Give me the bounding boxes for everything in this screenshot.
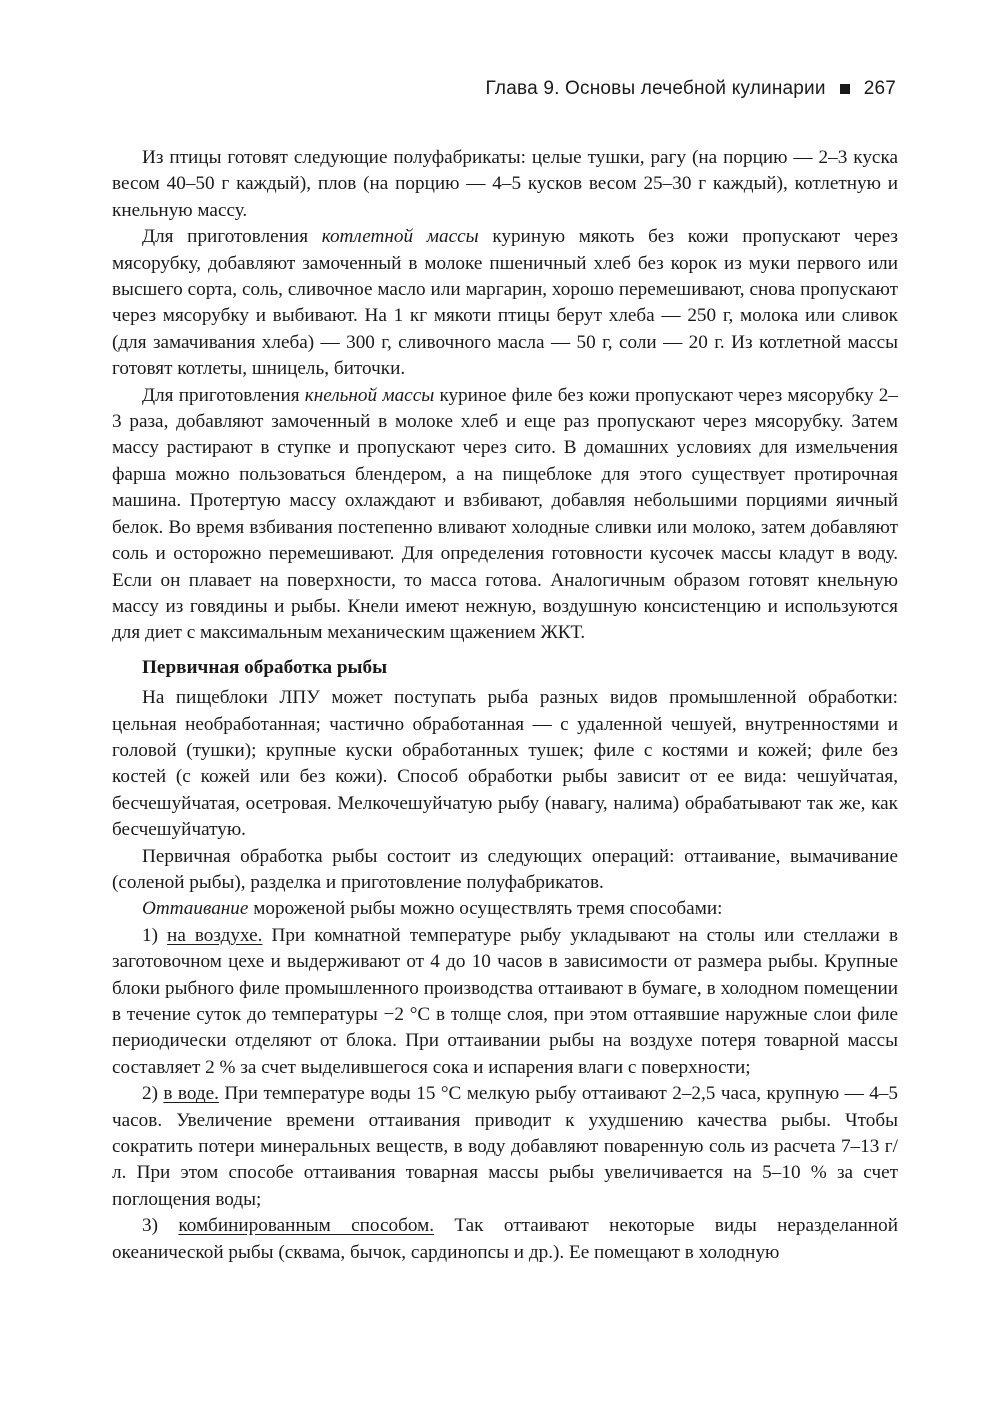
- list-item-thawing-combined: [112, 1213, 898, 1266]
- text-run: куриное филе без кожи пропускают через мясорубку 2–3 раза, добавляют замоченный в молоке хлеб и еще раз пропускают через мясорубку. Затем массу растирают в ступке и пропускают через сито. В домашних условиях для измельчения фарша можно пользоваться блендером, а на пищеблоке для этого существует протирочная машина. Протертую массу охлаждают и взбивают, добавляя небольшими порциями яичный белок. Во время взбивания постепенно вливают холодные сливки или молоко, затем добавляют соль и осторожно перемешивают. Для определения готовности кусочек массы кладут в воду. Если он плавает на поверхности, то масса готова. Аналогичным образом готовят кнельную массу из говядины и рыбы. Кнели имеют нежную, воздушную консистенцию и используются для диет с максимальным механическим щажением ЖКТ.: [112, 384, 898, 644]
- list-number: 3): [142, 1215, 179, 1237]
- paragraph-fish-processing-types: На пищеблоки ЛПУ может поступать рыба разных видов промышленной обработки: цельная необработанная; частично обработанная — с удаленной чешуей, внутренностями и головой (тушки); крупные куски обработанных тушек; филе с костями и кожей; филе без костей (с кожей или без кожи). Способ обработки рыбы зависит от ее вида: чешуйчатая, бесчешуйчатая, осетровая. Мелкочешуйчатую рыбу (навагу, налима) обрабатывают так же, как бесчешуйчатую.: [112, 687, 898, 841]
- chapter-title: Глава 9. Основы лечебной кулинарии: [485, 78, 826, 99]
- page-number: 267: [863, 78, 896, 99]
- method-combined: комбинированным способом.: [178, 1215, 435, 1237]
- running-head: [486, 78, 896, 100]
- list-number: 2): [142, 1083, 164, 1105]
- text-run: мороженой рыбы можно осуществлять тремя способами:: [248, 898, 723, 920]
- section-heading: Первичная обработка рыбы: [142, 656, 388, 678]
- method-water: в воде.: [163, 1083, 219, 1105]
- body-text: [112, 145, 898, 1266]
- text-run: Так оттаивают некоторые виды неразделанной океанической рыбы (сквама, бычок, сардинопсы и др.). Ее помещают в холодную: [112, 1215, 899, 1263]
- separator-square-icon: [840, 84, 850, 94]
- text-run: При температуре воды 15 °С мелкую рыбу оттаивают 2–2,5 часа, крупную — 4–5 часов. Увеличение времени оттаивания приводит к ухудшению качества рыбы. Чтобы сократить потери минеральных веществ, в воду добавляют поваренную соль из расчета 7–13 г/л. При этом способе оттаивания товарная массы рыбы увеличивается на 5–10 % за счет поглощения воды;: [112, 1083, 898, 1210]
- paragraph-quenelle-mass: [112, 383, 898, 647]
- list-item-thawing-air: [112, 923, 898, 1081]
- list-number: 1): [142, 924, 168, 946]
- text-run: куриную мякоть без кожи пропускают через мясорубку, добавляют замоченный в молоке пшеничный хлеб без корок из муки первого или высшего сорта, соль, сливочное масло или маргарин, хорошо перемешивают, снова пропускают через мясорубку и выбивают. На 1 кг мякоти птицы берут хлеба — 250 г, молока или сливок (для замачивания хлеба) — 300 г, сливочного масла — 50 г, соли — 20 г. Из котлетной массы готовят котлеты, шницель, биточки.: [112, 226, 899, 380]
- text-run: При комнатной температуре рыбу укладывают на столы или стеллажи в заготовочном цехе и выдерживают от 4 до 10 часов в зависимости от размера рыбы. Крупные блоки рыбного филе промышленного производства оттаивают в бумаге, в холодном помещении в течение суток до температуры −2 °С в толще слоя, при этом оттаявшие наружные слои филе периодически отделяют от блока. При оттаивании рыбы на воздухе потеря товарной массы составляет 2 % за счет выделившегося сока и испарения влаги с поверхности;: [112, 924, 899, 1078]
- paragraph-thawing-intro: [112, 896, 898, 922]
- paragraph-poultry-semifinished: Из птицы готовят следующие полуфабрикаты: целые тушки, рагу (на порцию — 2–3 куска весом 40–50 г каждый), плов (на порцию — 4–5 кусков весом 25–30 г каждый), котлетную и кнельную массу.: [112, 147, 898, 221]
- term-quenelle-mass: кнельной массы: [304, 384, 435, 406]
- list-item-thawing-water: [112, 1081, 898, 1213]
- method-air: на воздухе.: [167, 924, 263, 946]
- paragraph-cutlet-mass: [112, 224, 898, 382]
- text-run: Для приготовления: [142, 226, 322, 248]
- term-cutlet-mass: котлетной массы: [321, 226, 479, 248]
- term-thawing: Оттаивание: [142, 898, 249, 920]
- text-run: Для приготовления: [142, 384, 305, 406]
- paragraph-fish-operations: Первичная обработка рыбы состоит из следующих операций: оттаивание, вымачивание (соленой рыбы), разделка и приготовление полуфабрикатов.: [112, 845, 898, 893]
